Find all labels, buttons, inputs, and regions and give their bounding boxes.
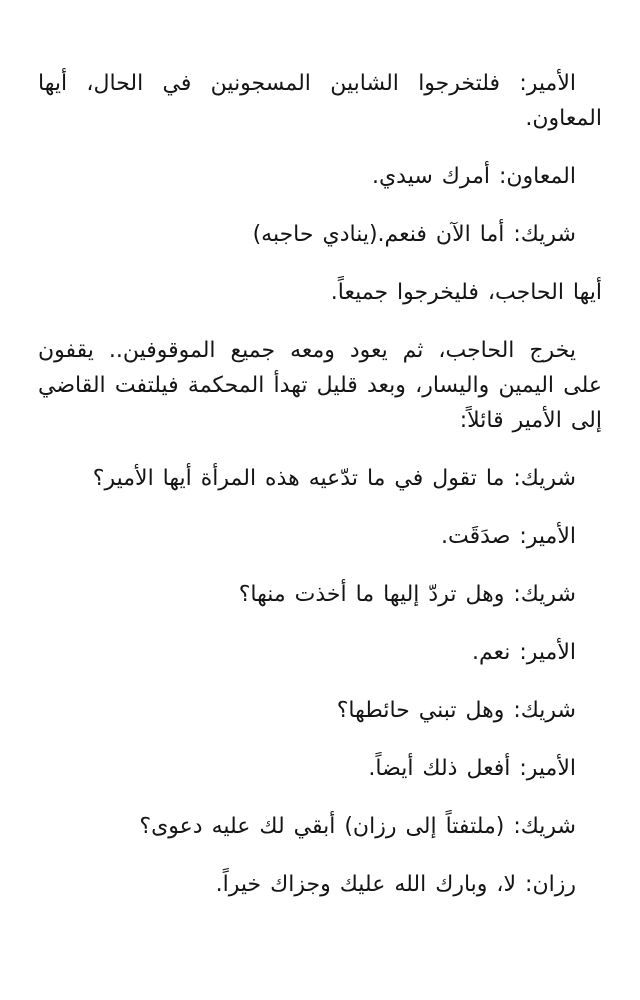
- book-page: [38, 66, 602, 902]
- paragraph-sharik-question-wall: شريك: وهل تبني حائطها؟: [336, 698, 576, 723]
- paragraph-amir-admits: الأمير: صدَقَت.: [441, 524, 576, 549]
- paragraph-stage-direction: يخرج الحاجب، ثم يعود ومعه جميع الموقوفين.. يقفون على اليمين واليسار، وبعد قليل تهدأ المحكمة فيلتفت القاضي إلى الأمير قائلاً:: [38, 338, 602, 433]
- paragraph-sharik-asks-razan: شريك: (ملتفتاً إلى رزان) أبقي لك عليه دعوى؟: [139, 814, 576, 839]
- paragraph-amir-will-do: الأمير: أفعل ذلك أيضاً.: [368, 756, 576, 781]
- paragraph-sharik-question-claim: شريك: ما تقول في ما تدّعيه هذه المرأة أيها الأمير؟: [92, 466, 576, 491]
- paragraph-razan-reply: رزان: لا، وبارك الله عليك وجزاك خيراً.: [215, 872, 576, 897]
- paragraph-amir-yes: الأمير: نعم.: [472, 640, 576, 665]
- paragraph-sharik-question-return: شريك: وهل تردّ إليها ما أخذت منها؟: [238, 582, 576, 607]
- paragraph-sharik-calls-chamberlain: شريك: أما الآن فنعم.(ينادي حاجبه): [252, 222, 576, 247]
- paragraph-assistant-reply: المعاون: أمرك سيدي.: [371, 164, 576, 189]
- paragraph-amir-release-order: الأمير: فلتخرجوا الشابين المسجونين في الحال، أيها المعاون.: [38, 71, 602, 131]
- paragraph-chamberlain-order: أيها الحاجب، فليخرجوا جميعاً.: [330, 280, 602, 305]
